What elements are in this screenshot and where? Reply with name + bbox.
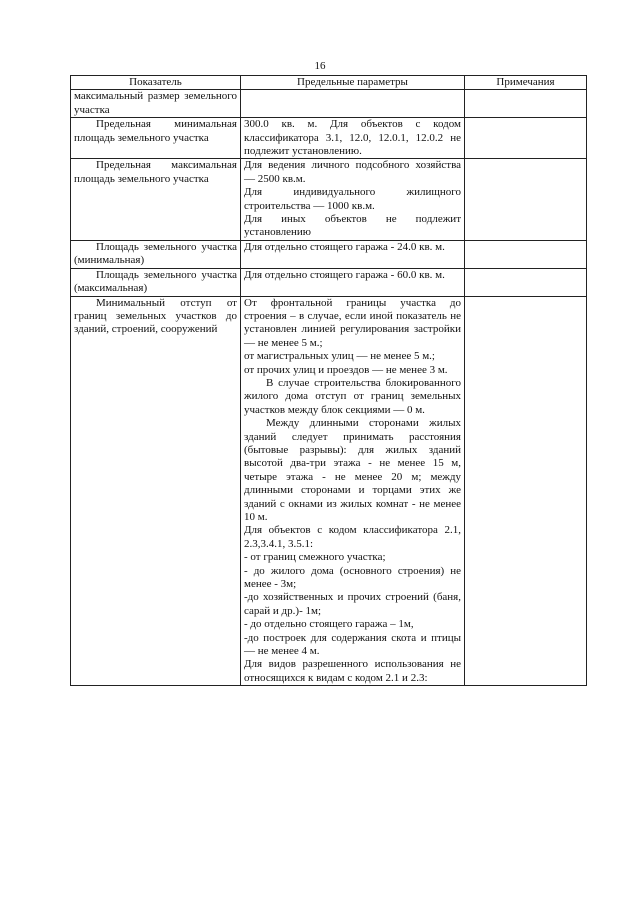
limits-text: Для ведения личного подсобного хозяйства — 2500 кв.м. xyxy=(244,159,461,185)
header-limits: Предельные параметры xyxy=(241,76,465,90)
limits-cell xyxy=(241,159,465,240)
limits-text: -до построек для содержания скота и птицы — не менее 4 м. xyxy=(244,631,461,658)
notes-cell xyxy=(465,90,587,118)
table-row xyxy=(71,268,587,296)
limits-text: Для отдельно стоящего гаража - 24.0 кв. м. xyxy=(244,240,445,253)
indicator-cell xyxy=(71,90,241,118)
notes-cell xyxy=(465,159,587,240)
indicator-cell xyxy=(71,240,241,268)
limits-text: - до отдельно стоящего гаража – 1м, xyxy=(244,618,414,631)
indicator-cell xyxy=(71,118,241,159)
limits-text: Для отдельно стоящего гаража - 60.0 кв. м. xyxy=(244,268,445,281)
indicator-cell xyxy=(71,268,241,296)
indicator-text: Площадь земельного участка (максимальная) xyxy=(74,268,237,295)
limits-text: Для объектов с кодом классификатора 2.1, 2.3,3.4.1, 3.5.1: xyxy=(244,524,461,550)
limits-text: Для иных объектов не подлежит установлению xyxy=(244,213,461,239)
table-row xyxy=(71,159,587,240)
limits-cell xyxy=(241,268,465,296)
header-indicator: Показатель xyxy=(71,76,241,90)
indicator-text: Предельная максимальная площадь земельного участка xyxy=(74,159,237,185)
notes-cell xyxy=(465,268,587,296)
limits-text: от прочих улиц и проездов — не менее 3 м. xyxy=(244,363,448,376)
limits-text: От фронтальной границы участка до строения – в случае, если иной показатель не установлен линией регулирования застройки — не менее 5 м.; xyxy=(244,296,461,349)
limits-text: Между длинными сторонами жилых зданий следует принимать расстояния (бытовые разрывы): для жилых зданий высотой два-три этажа - не менее 15 м, четыре этажа - не менее 20 м; между длинными сторонами и торцами этих же зданий с окнами из жилых комнат - не менее 10 м. xyxy=(244,417,461,523)
indicator-text: Предельная минимальная площадь земельного участка xyxy=(74,118,237,144)
table-row xyxy=(71,90,587,118)
indicator-text: Площадь земельного участка (минимальная) xyxy=(74,240,237,267)
parameters-table xyxy=(70,75,587,686)
notes-cell xyxy=(465,118,587,159)
limits-text: -до хозяйственных и прочих строений (баня, сарай и др.)- 1м; xyxy=(244,591,461,617)
indicator-cell xyxy=(71,159,241,240)
table-row xyxy=(71,240,587,268)
table-header-row xyxy=(71,76,587,90)
limits-text: Для индивидуального жилищного строительства — 1000 кв.м. xyxy=(244,186,461,212)
page-number: 16 xyxy=(314,60,326,72)
limits-cell xyxy=(241,90,465,118)
limits-text: 300.0 кв. м. Для объектов с кодом классификатора 3.1, 12.0, 12.0.1, 12.0.2 не подлежит установлению. xyxy=(244,118,461,158)
header-notes: Примечания xyxy=(465,76,587,90)
limits-cell xyxy=(241,118,465,159)
notes-cell xyxy=(465,240,587,268)
notes-cell xyxy=(465,296,587,686)
indicator-text: максимальный размер земельного участка xyxy=(74,90,237,116)
limits-text: - до жилого дома (основного строения) не менее - 3м; xyxy=(244,564,461,591)
limits-text: Для видов разрешенного использования не относящихся к видам с кодом 2.1 и 2.3: xyxy=(244,658,461,684)
indicator-text: Минимальный отступ от границ земельных участков до зданий, строений, сооружений xyxy=(74,296,237,336)
table-row xyxy=(71,118,587,159)
limits-cell xyxy=(241,296,465,686)
indicator-cell xyxy=(71,296,241,686)
limits-text: В случае строительства блокированного жилого дома отступ от границ земельных участков между блок секциями — 0 м. xyxy=(244,376,461,416)
table-row xyxy=(71,296,587,686)
limits-cell xyxy=(241,240,465,268)
limits-text: - от границ смежного участка; xyxy=(244,551,386,564)
limits-text: от магистральных улиц — не менее 5 м.; xyxy=(244,350,435,363)
